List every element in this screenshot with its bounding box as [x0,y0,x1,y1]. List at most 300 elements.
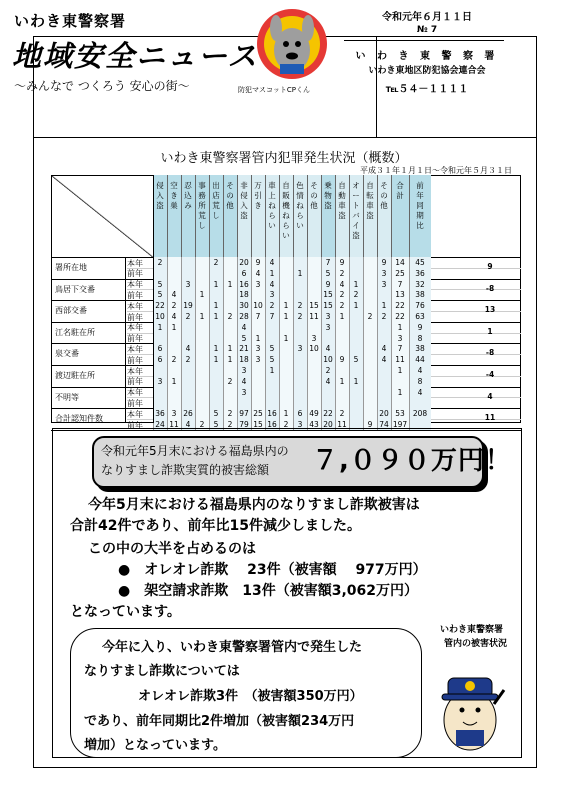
bubble-line-5: 増加）となっています。 [84,738,226,753]
table-cell-value: 20 [323,420,333,429]
table-cell-value: 2 [269,301,275,311]
table-cell-value: 15 [323,290,333,300]
table-cell [363,322,377,333]
table-cell-value: 1 [283,301,289,311]
table-cell [279,354,293,365]
table-cell [307,257,321,268]
table-cell [223,365,237,376]
table-cell [209,376,223,387]
table-cell-value: 49 [309,409,319,419]
table-cell-value: 38 [415,290,425,300]
mascot-caption: 防犯マスコットCPくん [238,86,310,94]
office-name: いわき東警察署 [14,12,127,30]
column-header-label: 万引き [254,181,262,210]
table-cell-value: 1 [269,366,275,375]
table-cell-value: 1 [397,387,403,397]
table-cell-value: 11 [309,312,319,321]
table-cell [181,322,195,333]
table-cell [349,311,363,322]
table-cell [181,397,195,408]
table-cell [293,397,307,408]
year-label: 前年 [127,269,143,279]
year-column-rule [153,175,154,423]
column-header-label: 空き巣 [170,181,178,210]
year-label: 前年 [127,312,143,322]
year-label: 本年 [127,323,143,333]
table-cell [167,333,181,344]
table-cell [377,333,391,344]
table-cell-value: 2 [213,258,219,267]
table-cell [195,397,209,408]
table-cell [167,397,181,408]
table-cell [181,376,195,387]
table-cell-value: 2 [185,312,191,321]
bubble-line-1: 今年に入り、いわき東警察署管内で発生した [102,640,363,655]
table-cell [279,343,293,354]
table-cell [181,365,195,376]
table-cell-value: 16 [267,420,277,429]
table-cell-value: 1 [269,268,275,278]
table-cell [181,333,195,344]
table-cell [167,343,181,354]
table-cell-value: 1 [213,344,219,354]
bubble-line-4: であり、前年同期比2件増加（被害額234万円 [84,714,355,729]
table-cell-value: 1 [297,268,303,278]
table-cell [279,257,293,268]
damage-total-amount: ７,０９０万円！ [312,446,512,476]
table-cell [279,279,293,290]
table-cell-value: 9 [255,258,261,267]
year-label: 前年 [127,290,143,300]
table-cell [195,300,209,311]
table-cell-value: 1 [157,322,163,332]
row-name: 江名駐在所 [55,327,95,337]
table-cell [349,343,363,354]
statistics-period: 平成３１年１月１日～令和元年５月３１日 [360,166,512,175]
table-cell [377,365,391,376]
table-cell [363,289,377,300]
table-cell [181,387,195,398]
table-cell-value: 4 [185,420,191,429]
table-cell [153,268,167,279]
table-cell-value: 21 [239,344,249,354]
table-cell [293,289,307,300]
table-cell [293,322,307,333]
year-over-year-change: 4 [487,391,493,401]
table-cell-value: 7 [325,258,331,267]
table-cell-value: 2 [227,312,233,321]
table-cell-value: 45 [415,258,425,267]
table-cell-value: 4 [171,290,177,300]
table-cell-value: 4 [325,376,331,386]
table-cell-value: 3 [397,333,403,343]
table-cell [153,333,167,344]
mascot-logo [244,6,340,82]
table-cell [363,268,377,279]
table-cell-value: 6 [157,355,163,365]
table-cell-value: 3 [255,355,261,365]
side-caption-1: いわき東警察署 [440,625,504,635]
crime-statistics-table [51,175,521,430]
table-cell-value: 2 [171,355,177,365]
bubble-line-2: なりすまし詐欺については [84,664,240,679]
table-cell [279,387,293,398]
table-cell-value: 1 [283,333,289,343]
table-cell-value: 3 [255,279,261,289]
table-cell-value: 2 [367,312,373,321]
table-cell-value: 36 [155,409,165,419]
year-label: 前年 [127,420,143,430]
table-cell [321,387,335,398]
table-cell-value: 15 [253,420,263,429]
table-cell [279,322,293,333]
table-cell [279,397,293,408]
year-label: 本年 [127,409,143,419]
table-cell-value: 2 [227,376,233,386]
table-cell [335,343,349,354]
table-cell-value: 1 [213,355,219,365]
table-cell-value: 10 [253,301,263,311]
table-cell-value: 13 [395,290,405,300]
table-cell [363,376,377,387]
table-cell [293,365,307,376]
table-cell-value: 2 [339,290,345,300]
column-header-label: その他 [380,181,388,210]
table-cell-value: 30 [239,301,249,311]
year-label: 前年 [127,398,143,408]
table-cell-value: 4 [269,279,275,289]
table-cell-value: 15 [323,301,333,311]
table-cell-value: 1 [213,312,219,321]
table-cell [265,322,279,333]
police-officer-icon [432,658,510,754]
table-cell [209,268,223,279]
table-cell [363,343,377,354]
table-cell-value: 20 [239,258,249,267]
table-cell-value: 8 [417,333,423,343]
table-cell-value: 1 [227,355,233,365]
table-cell-value: 1 [397,366,403,375]
table-cell [209,289,223,300]
table-cell [335,333,349,344]
column-header-label: 自動車盗 [338,181,346,220]
table-cell-value: 22 [323,409,333,419]
table-cell-value: 3 [297,344,303,354]
table-cell [195,333,209,344]
table-cell [195,279,209,290]
table-cell [307,279,321,290]
table-cell [293,279,307,290]
table-cell-value: 53 [395,409,405,419]
row-name: 署所在地 [55,263,87,272]
table-cell [293,376,307,387]
table-cell-value: 2 [381,312,387,321]
column-header-label: 出店荒し [212,181,220,220]
table-cell-value: 7 [397,344,403,354]
paragraph-line-4: となっています。 [70,604,181,620]
table-cell-value: 3 [241,387,247,397]
table-cell [349,365,363,376]
table-cell-value: 2 [325,366,331,375]
table-cell-value: 3 [255,344,261,354]
statistics-title: いわき東警察署管内犯罪発生状況（概数） [160,151,408,166]
table-cell [307,354,321,365]
table-cell [223,300,237,311]
row-name: 不明等 [55,392,79,402]
table-cell-value: 32 [415,279,425,289]
telephone: ℡５４－１１１１ [385,84,469,95]
year-label: 前年 [127,355,143,365]
table-cell [363,387,377,398]
table-cell [279,268,293,279]
paragraph-line-3: この中の大半を占めるのは [88,541,256,557]
table-cell-value: 7 [269,312,275,321]
table-cell-value: 9 [381,258,387,267]
table-cell [251,376,265,387]
table-cell-value: 3 [311,333,317,343]
table-cell [265,397,279,408]
table-cell [377,387,391,398]
table-cell [181,289,195,300]
table-cell [279,376,293,387]
table-cell-value: 3 [157,376,163,386]
table-cell-value: 25 [253,409,263,419]
table-cell [223,333,237,344]
table-cell [167,257,181,268]
table-cell [209,387,223,398]
table-cell [153,397,167,408]
table-cell [377,397,391,408]
table-cell [363,279,377,290]
table-cell [335,322,349,333]
table-cell-value: 79 [239,420,249,429]
table-cell-value: 44 [415,355,425,365]
table-cell-value: 36 [415,268,425,278]
table-cell [209,397,223,408]
table-cell [251,397,265,408]
table-cell [237,397,251,408]
table-cell-value: 1 [353,376,359,386]
table-cell [279,365,293,376]
table-cell-value: 5 [353,355,359,365]
table-cell-value: 9 [417,322,423,332]
table-cell [349,387,363,398]
year-over-year-change: -4 [485,370,495,379]
table-cell [293,387,307,398]
year-label: 前年 [127,334,143,344]
table-cell-value: 5 [213,420,219,429]
table-cell-value: 1 [199,290,205,300]
table-cell [349,408,363,419]
table-cell-value: 2 [185,355,191,365]
table-cell-value: 28 [239,312,249,321]
table-cell-value: 5 [157,279,163,289]
table-cell-value: 16 [267,409,277,419]
table-cell-value: 2 [171,301,177,311]
column-header-label: 自転車盗 [366,181,374,220]
table-cell-value: 15 [309,301,319,311]
table-cell [391,376,409,387]
table-cell-value: 9 [367,420,373,429]
table-cell-value: 4 [269,258,275,267]
table-cell [307,365,321,376]
table-cell-value: 11 [395,355,405,365]
table-cell-value: 18 [239,355,249,365]
table-cell-value: 3 [241,366,247,375]
table-cell-value: 9 [325,279,331,289]
table-cell-value: 22 [395,312,405,321]
table-cell-value: 1 [339,312,345,321]
table-cell-value: 7 [397,279,403,289]
table-cell [349,397,363,408]
table-cell-value: 1 [171,376,177,386]
table-cell [223,397,237,408]
table-cell [293,333,307,344]
table-cell-value: 2 [339,301,345,311]
table-cell [153,365,167,376]
table-cell-value: 3 [381,279,387,289]
table-cell [363,397,377,408]
table-cell [349,257,363,268]
column-header-label: 非侵入盗 [240,181,248,220]
table-cell-value: 2 [199,420,205,429]
table-cell [167,268,181,279]
paragraph-line-1: 今年5月末における福島県内のなりすまし詐欺被害は [88,497,420,513]
label-column-rule [125,257,126,423]
table-cell-value: 10 [323,355,333,365]
table-cell-value: 10 [309,344,319,354]
table-cell-value: 11 [169,420,179,429]
table-cell-value: 6 [157,344,163,354]
table-cell-value: 5 [269,355,275,365]
table-cell [265,376,279,387]
year-label: 本年 [127,280,143,290]
table-cell [307,387,321,398]
issue-date: 令和元年６月１１日 [382,12,472,23]
table-cell-value: 3 [185,279,191,289]
table-cell-value: 6 [297,409,303,419]
table-cell [195,387,209,398]
table-cell-value: 5 [213,409,219,419]
table-cell-value: 19 [183,301,193,311]
table-cell [335,365,349,376]
table-cell-value: 97 [239,409,249,419]
year-label: 本年 [127,258,143,268]
table-cell-value: 1 [255,333,261,343]
table-cell-value: 7 [255,312,261,321]
slogan: 〜みんなで つくろう 安心の街〜 [14,79,190,93]
column-header-label: 色情ねらい [296,181,304,230]
table-cell-value: 8 [417,376,423,386]
table-cell-value: 1 [213,301,219,311]
column-header-label: 忍込み [184,181,192,210]
table-cell [251,289,265,300]
table-cell-value: 2 [297,301,303,311]
table-cell-value: 3 [269,290,275,300]
table-cell-value: 3 [297,420,303,429]
table-cell-value: 4 [339,279,345,289]
banner-line-2: なりすまし詐欺実質的被害総額 [101,463,270,477]
table-cell [363,300,377,311]
year-label: 本年 [127,366,143,376]
table-cell-value: 4 [417,366,423,375]
year-label: 前年 [127,377,143,387]
publisher-association: いわき東地区防犯協会連合会 [368,66,486,76]
table-cell [335,387,349,398]
table-cell [167,387,181,398]
table-cell [181,257,195,268]
paragraph-line-2: 合計42件であり、前年比15件減少しました。 [70,518,361,534]
table-cell-value: 22 [395,301,405,311]
table-cell-value: 20 [379,409,389,419]
table-cell-value: 1 [199,312,205,321]
table-cell-value: 1 [227,344,233,354]
table-cell [209,322,223,333]
table-cell-value: 9 [339,355,345,365]
table-cell [321,333,335,344]
table-cell [293,354,307,365]
table-cell [409,397,431,408]
table-cell [265,387,279,398]
table-cell [223,322,237,333]
issue-number: № 7 [416,25,438,35]
table-cell [251,365,265,376]
year-over-year-change: 1 [487,326,493,336]
table-cell [377,322,391,333]
table-cell-value: 6 [241,268,247,278]
table-cell [349,322,363,333]
table-cell [195,322,209,333]
table-cell-value: 26 [183,409,193,419]
table-cell-value: 1 [339,376,345,386]
table-cell [307,289,321,300]
row-name: 泉交番 [55,349,79,359]
table-cell-value: 2 [339,268,345,278]
table-cell-value: 4 [381,344,387,354]
table-cell [251,387,265,398]
table-cell [349,333,363,344]
table-cell-value: 4 [241,376,247,386]
side-caption-2: 管内の被害状況 [444,639,508,649]
table-cell-value: 4 [325,344,331,354]
table-cell [195,408,209,419]
year-label: 本年 [127,301,143,311]
column-header-label: 事務所荒し [198,181,206,230]
table-cell-value: 1 [353,279,359,289]
table-cell [195,268,209,279]
table-cell [307,376,321,387]
table-cell [181,268,195,279]
table-cell-value: 18 [239,290,249,300]
table-cell [363,333,377,344]
table-cell [195,343,209,354]
table-cell-value: 3 [325,312,331,321]
table-cell-value: 43 [309,420,319,429]
table-cell-value: 3 [381,268,387,278]
table-cell [307,268,321,279]
banner-line-1: 令和元年5月末における福島県内の [101,444,289,458]
table-cell [335,397,349,408]
table-cell-value: 5 [157,290,163,300]
table-cell-value: 4 [171,312,177,321]
table-cell [223,289,237,300]
column-header-label: 乗物盗 [324,181,332,210]
table-cell-value: 74 [379,420,389,429]
table-cell [363,408,377,419]
table-cell [209,333,223,344]
table-cell-value: 24 [155,420,165,429]
table-cell-value: 1 [227,279,233,289]
